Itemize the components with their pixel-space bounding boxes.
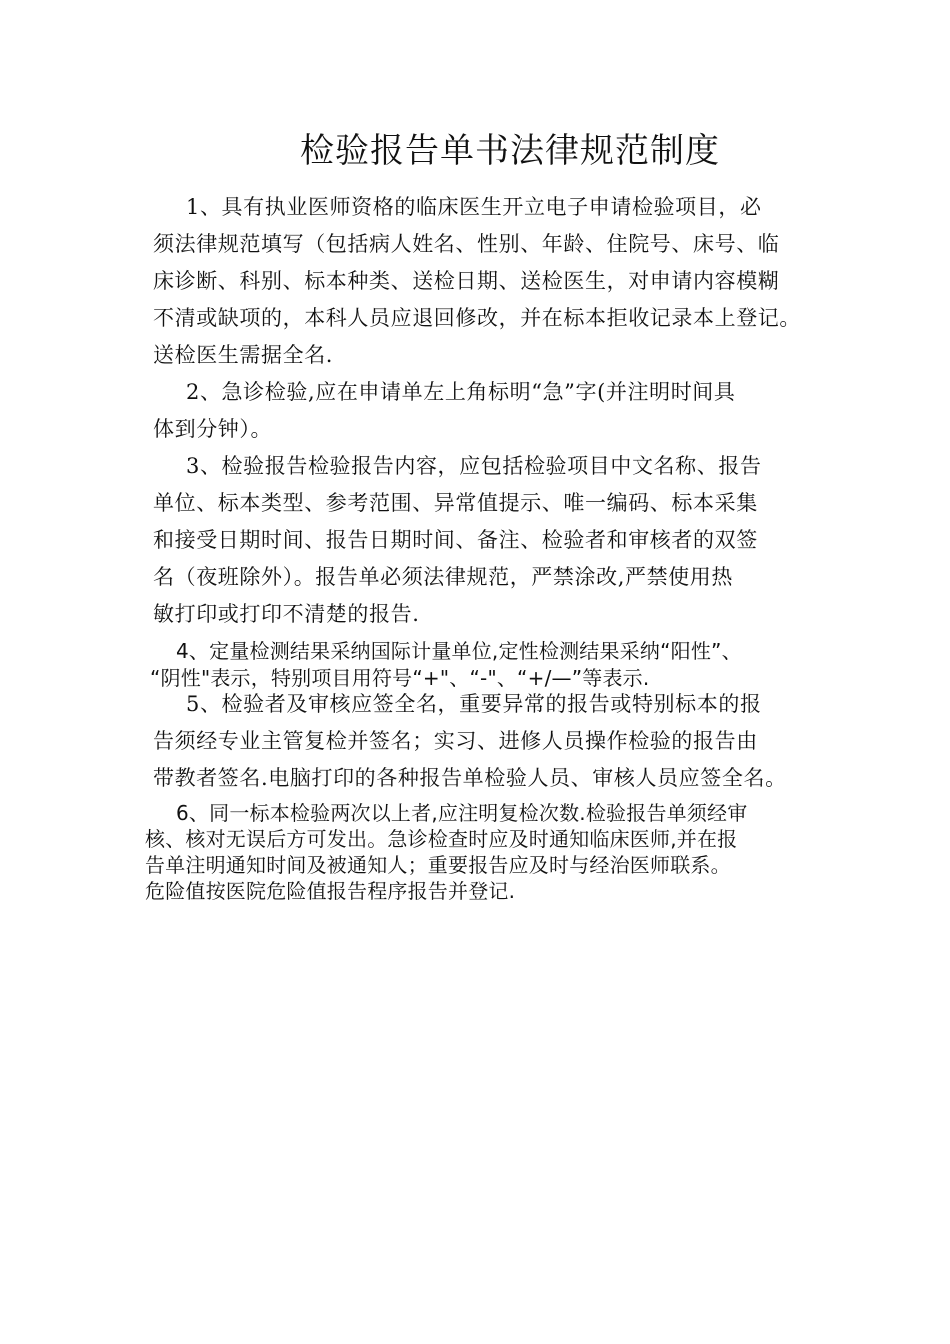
- paragraph-5-line-1: 5、检验者及审核应签全名，重要异常的报告或特别标本的报: [186, 692, 762, 716]
- paragraph-6-line-4: 危险值按医院危险值报告程序报告并登记.: [145, 879, 516, 903]
- paragraph-5-line-3: 带教者签名.电脑打印的各种报告单检验人员、审核人员应签全名。: [153, 766, 787, 790]
- paragraph-3-line-1: 3、检验报告检验报告内容，应包括检验项目中文名称、报告: [186, 454, 762, 478]
- paragraph-2-line-2: 体到分钟）。: [153, 417, 273, 441]
- paragraph-5-line-2: 告须经专业主管复检并签名；实习、进修人员操作检验的报告由: [153, 729, 758, 753]
- paragraph-1-line-3: 床诊断、科别、标本种类、送检日期、送检医生，对申请内容模糊: [153, 269, 780, 293]
- paragraph-6-line-2: 核、核对无误后方可发出。急诊检查时应及时通知临床医师,并在报: [145, 827, 738, 851]
- paragraph-3-line-3: 和接受日期时间、报告日期时间、备注、检验者和审核者的双签: [153, 528, 758, 552]
- paragraph-2-line-1: 2、急诊检验,应在申请单左上角标明“急”字(并注明时间具: [186, 380, 736, 404]
- paragraph-3-line-4: 名（夜班除外）。报告单必须法律规范，严禁涂改,严禁使用热: [153, 565, 733, 589]
- paragraph-4-line-2: “阴性"表示，特别项目用符号“+"、“-"、“+/—”等表示.: [150, 666, 650, 690]
- paragraph-1-line-5: 送检医生需据全名.: [153, 343, 334, 367]
- paragraph-6-line-3: 告单注明通知时间及被通知人；重要报告应及时与经治医师联系。: [145, 853, 731, 877]
- paragraph-4-line-1: 4、定量检测结果采纳国际计量单位,定性检测结果采纳“阳性”、: [176, 639, 742, 663]
- paragraph-3-line-2: 单位、标本类型、参考范围、异常值提示、唯一编码、标本采集: [153, 491, 758, 515]
- paragraph-6-line-1: 6、同一标本检验两次以上者,应注明复检次数.检验报告单须经审: [176, 801, 748, 825]
- paragraph-3-line-5: 敏打印或打印不清楚的报告.: [153, 602, 420, 626]
- paragraph-1-line-4: 不清或缺项的，本科人员应退回修改，并在标本拒收记录本上登记。: [153, 306, 801, 330]
- paragraph-1-line-1: 1、具有执业医师资格的临床医生开立电子申请检验项目，必: [186, 195, 762, 219]
- document-title: 检验报告单书法律规范制度: [300, 131, 720, 171]
- paragraph-1-line-2: 须法律规范填写（包括病人姓名、性别、年龄、住院号、床号、临: [153, 232, 780, 256]
